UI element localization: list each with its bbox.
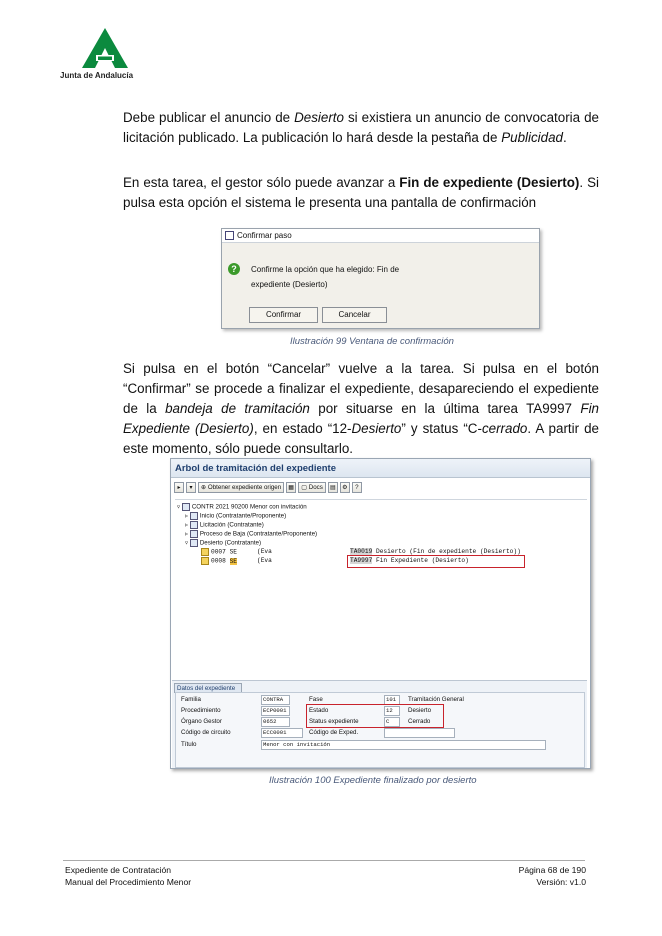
footer-divider [63, 860, 585, 861]
procedimiento-field: ECP0001 [261, 706, 290, 716]
junta-a-logo-icon [82, 28, 128, 68]
confirm-dialog [221, 228, 540, 329]
toolbar [174, 482, 362, 493]
question-icon: ? [228, 263, 240, 275]
estado-label: Estado [309, 707, 329, 714]
highlight-box-task [347, 555, 525, 568]
link-icon: ⊕ [201, 484, 208, 491]
organo-field: 0652 [261, 717, 290, 727]
circuito-label: Código de circuito [181, 729, 231, 736]
expand-icon[interactable]: ▸ [174, 482, 184, 493]
paragraph-3: Si pulsa en el botón “Cancelar” vuelve a la tarea. Si pulsa en el botón “Confirmar” se procede a finalizar el expediente, desapareciendo el expediente de la bandeja de tramitación por situarse en la última tarea TA9997 Fin Expediente (Desierto), en estado “12-Desierto” y status “C-cerrado. A partir de este momento, sólo puede consultarlo. [123, 361, 599, 456]
window-icon [225, 231, 234, 240]
task-row-0008-eva: (Eva [257, 557, 272, 564]
codexp-field [384, 728, 455, 738]
figure-100-caption: Ilustración 100 Expediente finalizado por desierto [269, 775, 477, 786]
folder-icon [190, 512, 198, 520]
fase-label: Fase [309, 696, 323, 703]
organo-label: Órgano Gestor [181, 718, 222, 725]
circuito-field: ECC0001 [261, 728, 303, 738]
procedimiento-label: Procedimiento [181, 707, 221, 714]
dialog-titlebar [222, 229, 539, 243]
highlight-box-status [306, 704, 444, 728]
grid-icon[interactable]: ▤ [328, 482, 338, 493]
version: Versión: v1.0 [536, 877, 586, 887]
titulo-label: Título [181, 741, 197, 748]
settings-icon[interactable]: ⚙ [340, 482, 350, 493]
estado-desc: Desierto [408, 707, 432, 714]
tree-node-desierto[interactable]: ▿ Desierto (Contratante) [185, 539, 262, 547]
folder-icon [190, 539, 198, 547]
expediente-fields [175, 692, 585, 768]
status-field: C [384, 717, 400, 727]
footer-left [65, 864, 191, 888]
fase-desc: Tramitación General [408, 696, 464, 703]
junta-logo [60, 28, 152, 82]
fase-field: 101 [384, 695, 400, 705]
titulo-field: Menor con invitación [261, 740, 546, 750]
tab-datos-expediente[interactable]: Datos del expediente [174, 683, 242, 693]
codexp-label: Código de Exped. [309, 729, 359, 736]
paragraph-2: En esta tarea, el gestor sólo puede avanzar a Fin de expediente (Desierto). Si pulsa esta opción el sistema le presenta una pantalla de confirmación [123, 175, 599, 210]
paragraph-1: Debe publicar el anuncio de Desierto si existiera un anuncio de convocatoria de licitación publicado. La publicación lo hará desde la pestaña de Publicidad. [123, 110, 599, 145]
task-row-0007-desc: TA0019 Desierto (Fin de expediente (Desierto)) [350, 548, 521, 555]
footer-doc-title: Expediente de Contratación [65, 865, 172, 875]
tree-root[interactable]: ▿ CONTR 2021 90200 Menor con invitación [177, 503, 307, 511]
dialog-message: Confirme la opción que ha elegido: Fin de expediente (Desierto) [251, 265, 400, 289]
task-row-0008[interactable]: 0008 SE [201, 557, 237, 565]
cancel-button[interactable]: Cancelar [322, 307, 387, 323]
expediente-data-panel [172, 680, 587, 768]
collapse-icon[interactable]: ▾ [186, 482, 196, 493]
org-name: Junta de Andalucía [60, 71, 134, 80]
familia-label: Familia [181, 696, 201, 703]
docs-button[interactable]: ▢ Docs [298, 482, 326, 493]
task-icon [201, 557, 209, 565]
obtain-origin-button[interactable]: ⊕ Obtener expediente origen [198, 482, 284, 493]
dialog-title: Confirmar paso [237, 231, 292, 240]
status-label: Status expediente [309, 718, 359, 725]
document-icon: ▢ [301, 484, 309, 491]
folder-icon [190, 521, 198, 529]
figure-99-caption: Ilustración 99 Ventana de confirmación [290, 336, 454, 347]
footer-right [519, 864, 586, 888]
task-icon [201, 548, 209, 556]
process-tree [175, 499, 587, 677]
tree-node-licitacion[interactable]: ▹ Licitación (Contratante) [185, 521, 264, 529]
task-row-0008-desc: TA9997 Fin Expediente (Desierto) [350, 557, 469, 564]
window-title: Arbol de tramitación del expediente [171, 459, 590, 478]
folder-icon [190, 530, 198, 538]
task-row-0007[interactable]: 0007 SE [201, 548, 237, 556]
footer-manual-name: Manual del Procedimiento Menor [65, 877, 192, 887]
tree-node-baja[interactable]: ▹ Proceso de Baja (Contratante/Proponente) [185, 530, 318, 538]
familia-field: CONTRA [261, 695, 290, 705]
process-tree-window [170, 458, 591, 769]
table-icon[interactable]: ▦ [286, 482, 296, 493]
estado-field: 12 [384, 706, 400, 716]
tree-node-inicio[interactable]: ▹ Inicio (Contratante/Proponente) [185, 512, 287, 520]
root-icon [182, 503, 190, 511]
page-number: Página 68 de 190 [518, 865, 586, 875]
help-icon[interactable]: ? [352, 482, 362, 493]
status-desc: Cerrado [408, 718, 431, 725]
confirm-button[interactable]: Confirmar [249, 307, 318, 323]
task-row-0007-eva: (Eva [257, 548, 272, 555]
